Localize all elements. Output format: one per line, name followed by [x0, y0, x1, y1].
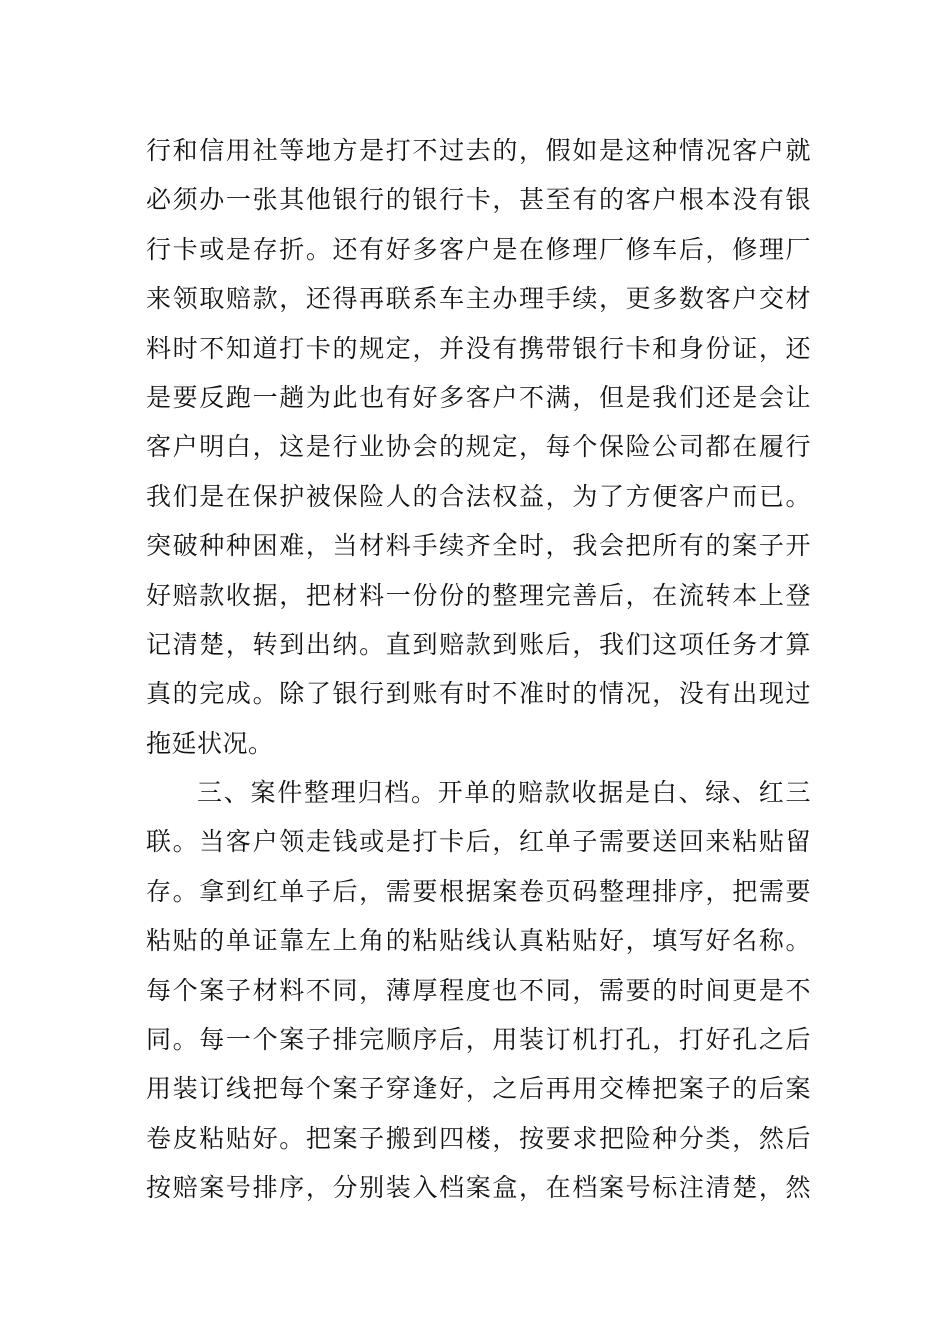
text-line: 是要反跑一趟为此也有好多客户不满，但是我们还是会让 — [146, 382, 811, 412]
text-line: 每个案子材料不同，薄厚程度也不同，需要的时间更是不 — [146, 975, 811, 1005]
text-line: 用装订线把每个案子穿逢好，之后再用交棒把案子的后案 — [146, 1074, 811, 1104]
text-line: 行卡或是存折。还有好多客户是在修理厂修车后，修理厂 — [146, 234, 811, 264]
body-text — [146, 126, 811, 1213]
text-line: 联。当客户领走钱或是打卡后，红单子需要送回来粘贴留 — [146, 827, 811, 857]
text-line: 拖延状况。 — [146, 728, 274, 758]
text-line: 行和信用社等地方是打不过去的，假如是这种情况客户就 — [146, 136, 811, 165]
text-line: 来领取赔款，还得再联系车主办理手续，更多数客户交材 — [146, 284, 811, 314]
text-line: 料时不知道打卡的规定，并没有携带银行卡和身份证，还 — [146, 333, 811, 363]
text-line: 粘贴的单证靠左上角的粘贴线认真粘贴好，填写好名称。 — [146, 926, 811, 956]
text-line: 记清楚，转到出纳。直到赔款到账后，我们这项任务才算 — [146, 629, 811, 659]
text-line: 卷皮粘贴好。把案子搬到四楼，按要求把险种分类，然后 — [146, 1123, 811, 1153]
text-line: 好赔款收据，把材料一份份的整理完善后，在流转本上登 — [146, 580, 811, 610]
text-line: 按赔案号排序，分别装入档案盒，在档案号标注清楚，然 — [146, 1173, 811, 1203]
text-line: 必须办一张其他银行的银行卡，甚至有的客户根本没有银 — [146, 185, 811, 215]
text-line: 客户明白，这是行业协会的规定，每个保险公司都在履行 — [146, 432, 811, 462]
text-line: 同。每一个案子排完顺序后，用装订机打孔，打好孔之后 — [146, 1025, 811, 1055]
text-line: 真的完成。除了银行到账有时不准时的情况，没有出现过 — [146, 679, 811, 709]
text-line: 突破种种困难，当材料手续齐全时，我会把所有的案子开 — [146, 531, 811, 561]
text-line: 存。拿到红单子后，需要根据案卷页码整理排序，把需要 — [146, 876, 811, 906]
text-line: 我们是在保护被保险人的合法权益，为了方便客户而已。 — [146, 481, 811, 511]
section-heading-line: 三、案件整理归档。开单的赔款收据是白、绿、红三 — [197, 778, 811, 808]
